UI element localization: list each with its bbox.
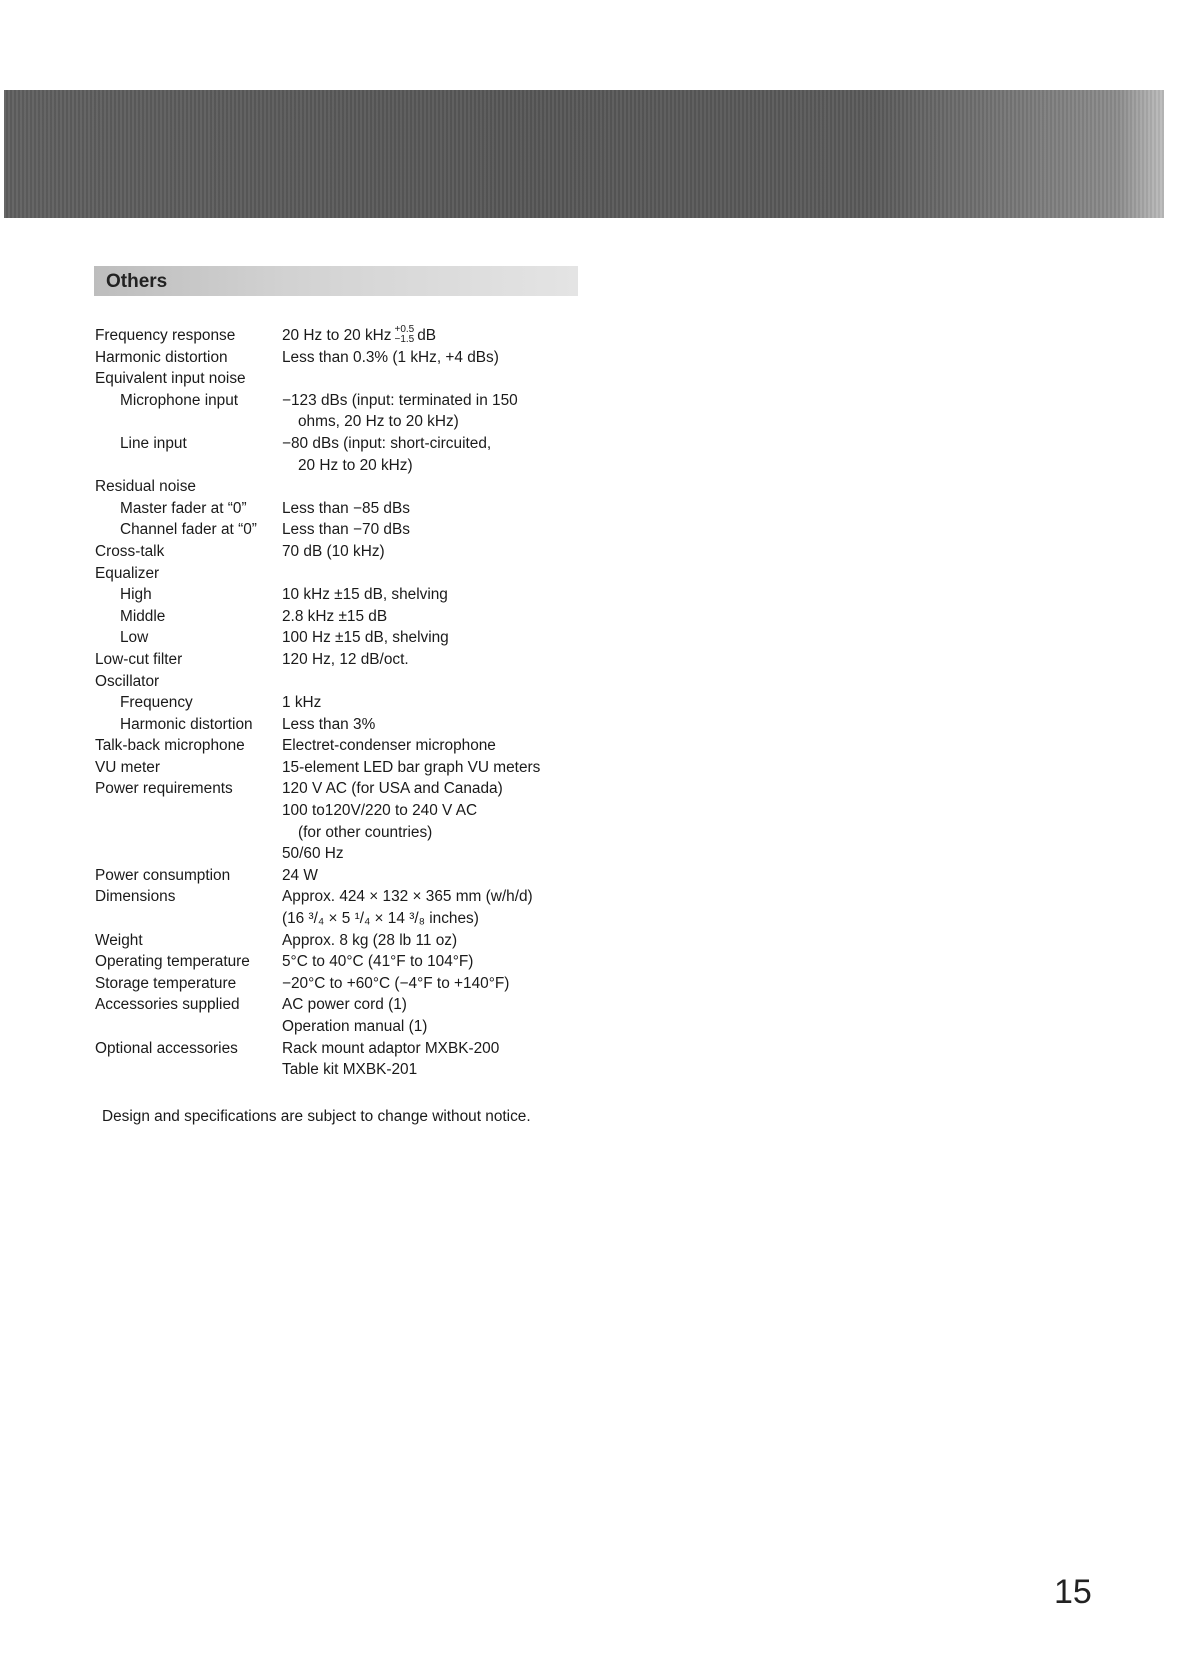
page-number: 15 (1054, 1573, 1092, 1611)
spec-label: Harmonic distortion (95, 348, 228, 366)
header-band (4, 90, 1164, 218)
spec-row (95, 584, 655, 606)
spec-label: Frequency (120, 694, 193, 712)
disclaimer-note: Design and specifications are subject to change without notice. (102, 1108, 531, 1125)
spec-value: 2.8 kHz ±15 dB (282, 607, 388, 625)
spec-value: 70 dB (10 kHz) (282, 542, 385, 560)
spec-row (95, 800, 655, 822)
spec-row (95, 411, 655, 433)
spec-row (95, 778, 655, 800)
spec-value: Table kit MXBK-201 (282, 1061, 418, 1079)
spec-row (95, 1016, 655, 1038)
spec-label: Frequency response (95, 327, 236, 344)
spec-row (95, 822, 655, 844)
spec-row (95, 973, 655, 995)
spec-label: Low (120, 629, 149, 647)
spec-value: Approx. 8 kg (28 lb 11 oz) (282, 931, 458, 949)
spec-value: −123 dBs (input: terminated in 150 (282, 391, 518, 409)
spec-row (95, 951, 655, 973)
spec-value: (16 ³/₄ × 5 ¹/₄ × 14 ³/₈ inches) (282, 910, 479, 928)
spec-row (95, 476, 655, 498)
tolerance: +0.5 −1.5 (394, 323, 415, 345)
spec-row (95, 606, 655, 628)
spec-row (95, 714, 655, 736)
spec-label: Low-cut filter (95, 650, 183, 668)
spec-value: Electret-condenser microphone (282, 737, 496, 755)
spec-value: 1 kHz (282, 694, 322, 712)
spec-row (95, 865, 655, 887)
spec-value: 5°C to 40°C (41°F to 104°F) (282, 953, 474, 971)
spec-label: Oscillator (95, 672, 160, 690)
spec-value: 24 W (282, 866, 318, 884)
spec-label: Channel fader at “0” (120, 521, 257, 539)
spec-value: Less than 3% (282, 715, 376, 733)
spec-value: −20°C to +60°C (−4°F to +140°F) (282, 974, 510, 992)
spec-value: Approx. 424 × 132 × 365 mm (w/h/d) (282, 888, 533, 906)
spec-row (95, 886, 655, 908)
spec-row (95, 519, 655, 541)
spec-value: Rack mount adaptor MXBK-200 (282, 1039, 500, 1057)
spec-value: 100 to120V/220 to 240 V AC (282, 802, 478, 820)
spec-label: Accessories supplied (95, 996, 240, 1014)
spec-label: Harmonic distortion (120, 715, 253, 733)
spec-value: Less than 0.3% (1 kHz, +4 dBs) (282, 348, 499, 366)
spec-list (95, 325, 655, 1081)
spec-label: Weight (95, 931, 143, 949)
spec-label: Equivalent input noise (95, 370, 246, 388)
spec-label: Storage temperature (95, 974, 237, 992)
spec-label: VU meter (95, 758, 160, 776)
spec-value: 100 Hz ±15 dB, shelving (282, 629, 449, 647)
spec-value: −80 dBs (input: short-circuited, (282, 434, 492, 452)
spec-label: Equalizer (95, 564, 160, 582)
spec-label: Microphone input (120, 391, 239, 409)
spec-value: Operation manual (1) (282, 1018, 428, 1035)
spec-value: 50/60 Hz (282, 845, 344, 863)
spec-label: Line input (120, 434, 187, 452)
spec-value: AC power cord (1) (282, 996, 407, 1014)
spec-row (95, 671, 655, 693)
spec-value: Less than −85 dBs (282, 499, 410, 517)
spec-row (95, 498, 655, 520)
spec-label: High (120, 586, 152, 604)
spec-row (95, 908, 655, 930)
spec-label: Talk-back microphone (95, 737, 245, 755)
spec-row (95, 347, 655, 369)
spec-row (95, 994, 655, 1016)
spec-row (95, 433, 655, 455)
spec-label: Operating temperature (95, 953, 250, 971)
spec-row (95, 1038, 655, 1060)
spec-value: 20 Hz to 20 kHz) (298, 456, 413, 474)
spec-row (95, 390, 655, 412)
spec-label: Power requirements (95, 780, 233, 798)
spec-label: Dimensions (95, 888, 176, 906)
spec-row (95, 627, 655, 649)
spec-row (95, 1059, 655, 1081)
section-title: Others (106, 271, 168, 292)
spec-row (95, 757, 655, 779)
spec-value: ohms, 20 Hz to 20 kHz) (298, 413, 459, 431)
spec-value: (for other countries) (298, 823, 433, 841)
spec-label: Residual noise (95, 478, 196, 496)
spec-value: 120 Hz, 12 dB/oct. (282, 650, 409, 668)
spec-row (95, 368, 655, 390)
spec-value: 10 kHz ±15 dB, shelving (282, 586, 448, 604)
spec-row (95, 692, 655, 714)
spec-label: Power consumption (95, 866, 231, 884)
spec-label: Middle (120, 607, 166, 625)
spec-label: Master fader at “0” (120, 499, 247, 517)
spec-row (95, 930, 655, 952)
spec-label: Optional accessories (95, 1039, 238, 1057)
spec-row (95, 735, 655, 757)
spec-row (95, 455, 655, 477)
section-header (94, 266, 578, 296)
spec-value: 20 Hz to 20 kHz +0.5 −1.5 dB (282, 323, 437, 345)
spec-row (95, 649, 655, 671)
spec-label: Cross-talk (95, 542, 165, 560)
spec-row (95, 563, 655, 585)
spec-row (95, 843, 655, 865)
spec-row (95, 325, 655, 347)
spec-value: Less than −70 dBs (282, 521, 410, 539)
spec-row (95, 541, 655, 563)
spec-value: 120 V AC (for USA and Canada) (282, 780, 503, 798)
spec-value: 15-element LED bar graph VU meters (282, 758, 541, 776)
